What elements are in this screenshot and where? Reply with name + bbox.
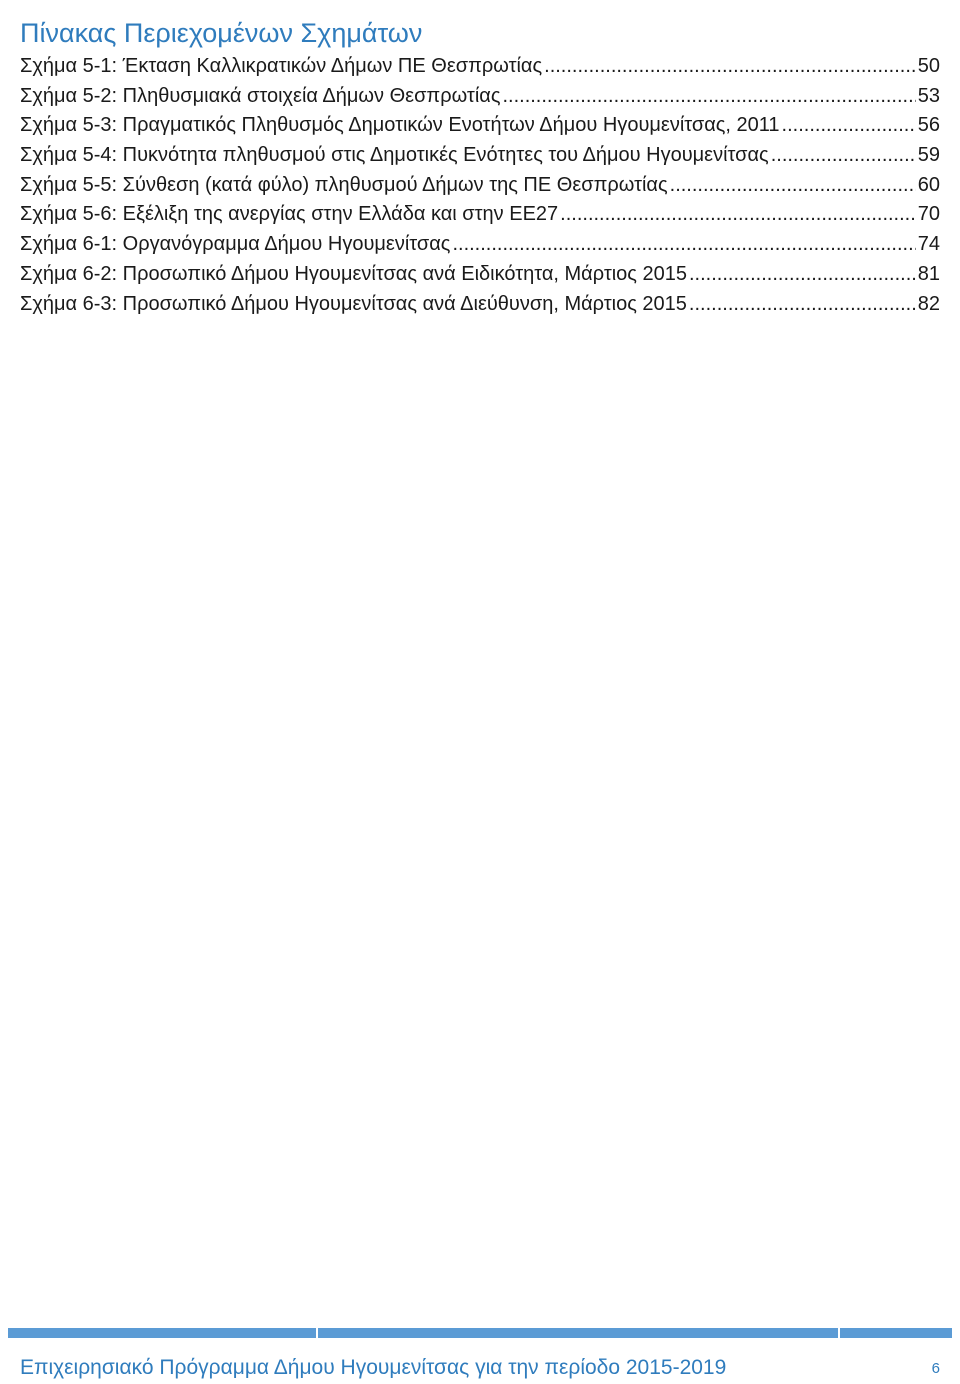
toc-entry[interactable] bbox=[20, 111, 940, 141]
toc-dot-leader bbox=[689, 290, 916, 320]
toc-entry-label: Σχήμα 6-1: Οργανόγραμμα Δήμου Ηγουμενίτσας bbox=[20, 233, 451, 256]
footer-divider-bar bbox=[8, 1328, 952, 1338]
toc-entry-label: Σχήμα 5-3: Πραγματικός Πληθυσμός Δημοτικών Ενοτήτων Δήμου Ηγουμενίτσας, 2011 bbox=[20, 114, 780, 137]
toc-entry[interactable] bbox=[20, 82, 940, 112]
toc-entry-page: 74 bbox=[917, 233, 940, 256]
toc-entry-label: Σχήμα 5-6: Εξέλιξη της ανεργίας στην Ελλάδα και στην ΕΕ27 bbox=[20, 203, 559, 226]
toc-entry-page: 53 bbox=[917, 84, 940, 107]
toc-entry-page: 56 bbox=[917, 114, 940, 137]
toc-entry-label: Σχήμα 5-1: Έκταση Καλλικρατικών Δήμων ΠΕ Θεσπρωτίας bbox=[20, 55, 543, 77]
toc-entry-page: 82 bbox=[917, 292, 940, 315]
toc-entry[interactable] bbox=[20, 260, 940, 290]
toc-dot-leader bbox=[560, 200, 916, 230]
toc-entry-page: 50 bbox=[917, 55, 940, 77]
footer-bar-segment bbox=[318, 1328, 840, 1338]
footer-bar-segment bbox=[840, 1328, 952, 1338]
toc-dot-leader bbox=[771, 141, 916, 171]
toc-entry-label: Σχήμα 6-2: Προσωπικό Δήμου Ηγουμενίτσας ανά Ειδικότητα, Μάρτιος 2015 bbox=[20, 262, 687, 285]
toc-entry-page: 59 bbox=[917, 144, 940, 167]
footer-bar-segment bbox=[8, 1328, 318, 1338]
toc-entry[interactable] bbox=[20, 230, 940, 260]
toc-dot-leader bbox=[452, 230, 915, 260]
toc-entry[interactable] bbox=[20, 171, 940, 201]
toc-dot-leader bbox=[544, 52, 916, 82]
toc-entry[interactable] bbox=[20, 141, 940, 171]
toc-entry-page: 70 bbox=[917, 203, 940, 226]
toc-dot-leader bbox=[670, 171, 916, 201]
toc-dot-leader bbox=[689, 260, 916, 290]
toc-dot-leader bbox=[502, 82, 915, 112]
toc-entry[interactable] bbox=[20, 200, 940, 230]
toc-entry-label: Σχήμα 5-4: Πυκνότητα πληθυσμού στις Δημοτικές Ενότητες του Δήμου Ηγουμενίτσας bbox=[20, 144, 769, 167]
toc-entry[interactable] bbox=[20, 52, 940, 82]
footer-document-title: Επιχειρησιακό Πρόγραμμα Δήμου Ηγουμενίτσας για την περίοδο 2015-2019 bbox=[20, 1356, 727, 1379]
page-title: Πίνακας Περιεχομένων Σχημάτων bbox=[20, 18, 423, 49]
toc-dot-leader bbox=[782, 111, 916, 141]
toc-entry-page: 81 bbox=[917, 262, 940, 285]
toc-entry[interactable] bbox=[20, 290, 940, 320]
table-of-figures bbox=[20, 52, 940, 319]
toc-entry-page: 60 bbox=[917, 173, 940, 196]
footer-page-number: 6 bbox=[931, 1360, 940, 1377]
toc-entry-label: Σχήμα 5-5: Σύνθεση (κατά φύλο) πληθυσμού Δήμων της ΠΕ Θεσπρωτίας bbox=[20, 173, 668, 196]
toc-entry-label: Σχήμα 5-2: Πληθυσμιακά στοιχεία Δήμων Θεσπρωτίας bbox=[20, 84, 501, 107]
toc-entry-label: Σχήμα 6-3: Προσωπικό Δήμου Ηγουμενίτσας ανά Διεύθυνση, Μάρτιος 2015 bbox=[20, 292, 687, 315]
